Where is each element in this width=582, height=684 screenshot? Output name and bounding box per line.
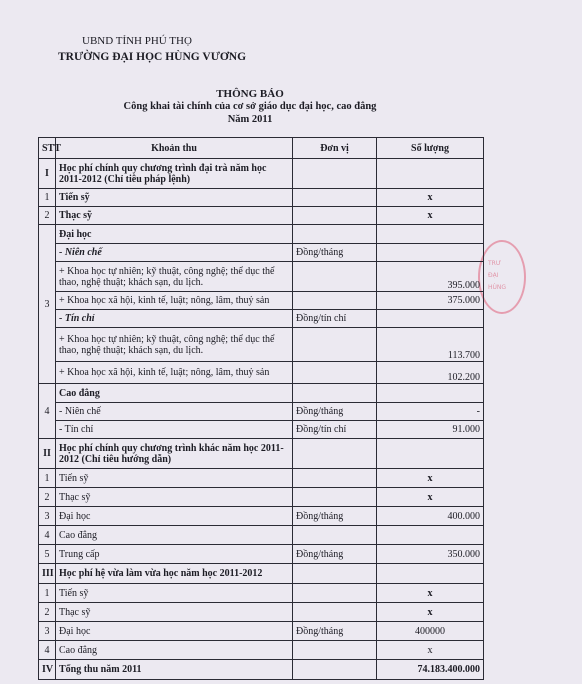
table-row [39, 225, 484, 244]
unit-cell [293, 292, 377, 310]
table-row [39, 641, 484, 660]
qty-cell [377, 564, 484, 584]
stt-cell: 2 [39, 207, 56, 225]
item-cell: Cao đẳng [56, 384, 293, 403]
item-cell: Đại học [56, 225, 293, 244]
item-cell: Tổng thu năm 2011 [56, 660, 293, 680]
qty-cell: 350.000 [377, 545, 484, 564]
total-value: 74.183.400.000 [377, 660, 484, 680]
unit-cell: Đồng/tháng [293, 545, 377, 564]
stt-cell: 5 [39, 545, 56, 564]
table-row [39, 421, 484, 439]
qty-cell [377, 439, 484, 469]
table-row [39, 292, 484, 310]
item-cell: + Khoa học xã hội, kinh tế, luật; nông, lâm, thuỷ sản [56, 292, 293, 310]
unit-cell [293, 225, 377, 244]
table-header-row [39, 138, 484, 159]
item-cell: Học phí chính quy chương trình khác năm học 2011-2012 (Chỉ tiêu hướng dẫn) [56, 439, 293, 469]
qty-cell: x [377, 189, 484, 207]
qty-cell [377, 225, 484, 244]
unit-cell [293, 439, 377, 469]
qty-cell: 375.000 [377, 292, 484, 310]
qty-cell: x [377, 488, 484, 507]
stt-cell: 3 [39, 622, 56, 641]
table-row [39, 328, 484, 362]
table-row [39, 526, 484, 545]
item-cell: Thạc sỹ [56, 207, 293, 225]
item-cell: - Niên chế [56, 244, 293, 262]
unit-cell: Đồng/tháng [293, 622, 377, 641]
qty-cell [377, 159, 484, 189]
qty-cell: x [377, 207, 484, 225]
qty-cell: x [377, 603, 484, 622]
table-row [39, 403, 484, 421]
total-row [39, 660, 484, 680]
item-cell: Thạc sỹ [56, 488, 293, 507]
unit-cell: Đồng/tháng [293, 507, 377, 526]
stt-cell: II [39, 439, 56, 469]
stt-cell: 3 [39, 225, 56, 384]
item-cell: Tiến sỹ [56, 584, 293, 603]
qty-cell: 400000 [377, 622, 484, 641]
table-row [39, 262, 484, 292]
unit-cell: Đồng/tháng [293, 403, 377, 421]
unit-cell: Đồng/tín chỉ [293, 421, 377, 439]
stt-cell: 1 [39, 584, 56, 603]
item-cell: + Khoa học xã hội, kinh tế, luật; nông, lâm, thuỷ sản [56, 362, 293, 384]
item-cell: - Niên chế [56, 403, 293, 421]
red-stamp-seal: TRƯ ĐẠI HÙNG [478, 240, 526, 314]
item-cell: Trung cấp [56, 545, 293, 564]
fee-table [38, 137, 484, 680]
qty-cell: 400.000 [377, 507, 484, 526]
org-name-province: UBND TỈNH PHÚ THỌ [82, 35, 192, 47]
org-name-university: TRƯỜNG ĐẠI HỌC HÙNG VƯƠNG [58, 51, 247, 63]
unit-cell [293, 159, 377, 189]
item-cell: + Khoa học tự nhiên; kỹ thuật, công nghệ; thể dục thể thao, nghệ thuật; khách sạn, du lịch. [56, 262, 293, 292]
qty-cell [377, 384, 484, 403]
col-unit: Đơn vị [293, 138, 377, 159]
qty-cell: 91.000 [377, 421, 484, 439]
unit-cell: Đồng/tín chỉ [293, 310, 377, 328]
unit-cell [293, 384, 377, 403]
qty-cell: x [377, 641, 484, 660]
stt-cell: IV [39, 660, 56, 680]
qty-cell: 395.000 [377, 262, 484, 292]
unit-cell [293, 641, 377, 660]
unit-cell [293, 328, 377, 362]
col-stt: STT [39, 138, 56, 159]
table-row [39, 310, 484, 328]
table-row [39, 244, 484, 262]
table-row [39, 362, 484, 384]
table-row [39, 488, 484, 507]
unit-cell [293, 262, 377, 292]
doc-year: Năm 2011 [227, 114, 273, 125]
item-cell: + Khoa học tự nhiên; kỹ thuật, công nghệ; thể dục thể thao, nghệ thuật; khách sạn, du lịch. [56, 328, 293, 362]
qty-cell [377, 526, 484, 545]
qty-cell: x [377, 584, 484, 603]
unit-cell [293, 564, 377, 584]
item-cell: Tiến sỹ [56, 469, 293, 488]
item-cell: Tiến sỹ [56, 189, 293, 207]
table-row [39, 603, 484, 622]
section-row-I [39, 159, 484, 189]
qty-cell [377, 310, 484, 328]
unit-cell [293, 362, 377, 384]
qty-cell: x [377, 469, 484, 488]
table-row [39, 622, 484, 641]
stt-cell: 4 [39, 384, 56, 439]
unit-cell [293, 207, 377, 225]
table-row [39, 207, 484, 225]
qty-cell: 102.200 [377, 362, 484, 384]
item-cell: Cao đẳng [56, 526, 293, 545]
qty-cell [377, 244, 484, 262]
item-cell: - Tín chỉ [56, 421, 293, 439]
stt-cell: 3 [39, 507, 56, 526]
stt-cell: 4 [39, 526, 56, 545]
item-cell: Học phí hệ vừa làm vừa học năm học 2011-2012 [56, 564, 293, 584]
table-row [39, 469, 484, 488]
stt-cell: 2 [39, 488, 56, 507]
stt-cell: 4 [39, 641, 56, 660]
table-row [39, 189, 484, 207]
unit-cell [293, 526, 377, 545]
stt-cell: 1 [39, 469, 56, 488]
item-cell: Đại học [56, 507, 293, 526]
table-row [39, 384, 484, 403]
table-row [39, 545, 484, 564]
qty-cell: 113.700 [377, 328, 484, 362]
stt-cell: I [39, 159, 56, 189]
item-cell: - Tín chỉ [56, 310, 293, 328]
stt-cell: III [39, 564, 56, 584]
doc-subtitle: Công khai tài chính của cơ sở giáo dục đại học, cao đẳng [123, 101, 377, 112]
unit-cell [293, 189, 377, 207]
item-cell: Cao đẳng [56, 641, 293, 660]
section-row-II [39, 439, 484, 469]
item-cell: Thạc sỹ [56, 603, 293, 622]
table-row [39, 584, 484, 603]
col-item: Khoản thu [56, 138, 293, 159]
col-qty: Số lượng [377, 138, 484, 159]
table-row [39, 507, 484, 526]
item-cell: Đại học [56, 622, 293, 641]
unit-cell: Đồng/tháng [293, 244, 377, 262]
stt-cell: 1 [39, 189, 56, 207]
section-row-III [39, 564, 484, 584]
qty-cell: - [377, 403, 484, 421]
unit-cell [293, 469, 377, 488]
stt-cell: 2 [39, 603, 56, 622]
unit-cell [293, 660, 377, 680]
unit-cell [293, 488, 377, 507]
unit-cell [293, 584, 377, 603]
unit-cell [293, 603, 377, 622]
item-cell: Học phí chính quy chương trình đại trà năm học 2011-2012 (Chỉ tiêu pháp lệnh) [56, 159, 293, 189]
doc-title: THÔNG BÁO [216, 88, 284, 100]
